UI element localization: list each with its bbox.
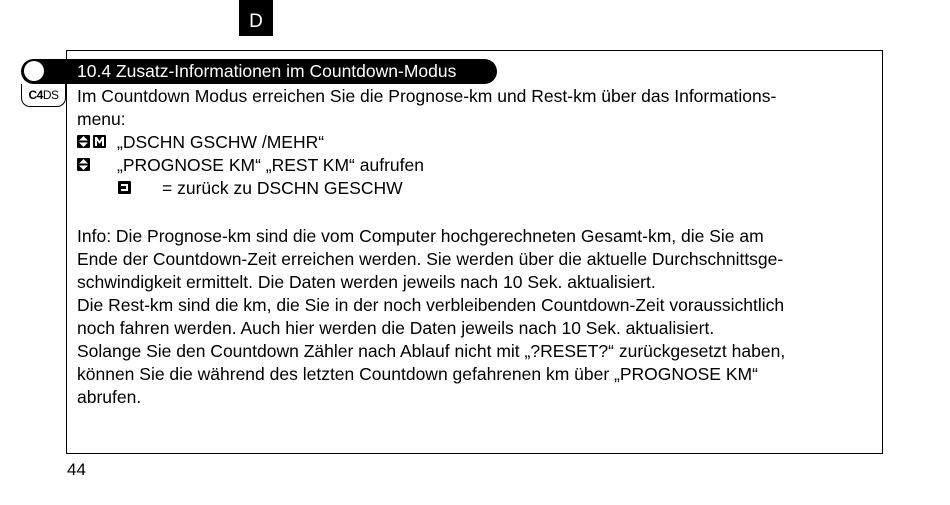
model-badge-rest: DS xyxy=(42,88,59,102)
back-key-icon xyxy=(118,181,131,194)
intro-line-2: menu: xyxy=(77,109,126,129)
m-key-icon xyxy=(93,135,106,148)
info-line: Solange Sie den Countdown Zähler nach Ablauf nicht mit „?RESET?“ zurückgesetzt haben, xyxy=(77,341,786,361)
instruction-3: = zurück zu DSCHN GESCHW xyxy=(162,178,403,198)
model-badge xyxy=(21,84,66,107)
instruction-1: „DSCHN GSCHW /MEHR“ xyxy=(117,132,325,152)
page-number: 44 xyxy=(67,460,86,479)
language-tab: D xyxy=(239,0,273,36)
info-line: abrufen. xyxy=(77,387,142,407)
up-down-arrow-key-icon xyxy=(77,158,90,171)
intro-line-1: Im Countdown Modus erreichen Sie die Prognose-km und Rest-km über das Informations- xyxy=(77,86,777,106)
section-marker-dot xyxy=(24,61,44,81)
info-line: Info: Die Prognose-km sind die vom Computer hochgerechneten Gesamt-km, die Sie am xyxy=(77,226,764,246)
instruction-2: „PROGNOSE KM“ „REST KM“ aufrufen xyxy=(117,155,424,175)
up-down-arrow-key-icon xyxy=(77,135,90,148)
model-badge-bold: C4 xyxy=(28,88,43,102)
info-line: Ende der Countdown-Zeit erreichen werden. Sie werden über die aktuelle Durchschnittsge- xyxy=(77,249,784,269)
info-line: schwindigkeit ermittelt. Die Daten werden jeweils nach 10 Sek. aktualisiert. xyxy=(77,272,656,292)
info-line: Die Rest-km sind die km, die Sie in der noch verbleibenden Countdown-Zeit voraussichtlich xyxy=(77,295,785,315)
section-title: 10.4 Zusatz-Informationen im Countdown-Modus xyxy=(77,61,457,81)
info-line: können Sie die während des letzten Countdown gefahrenen km über „PROGNOSE KM“ xyxy=(77,364,758,384)
info-line: noch fahren werden. Auch hier werden die Daten jeweils nach 10 Sek. aktualisiert. xyxy=(77,318,715,338)
